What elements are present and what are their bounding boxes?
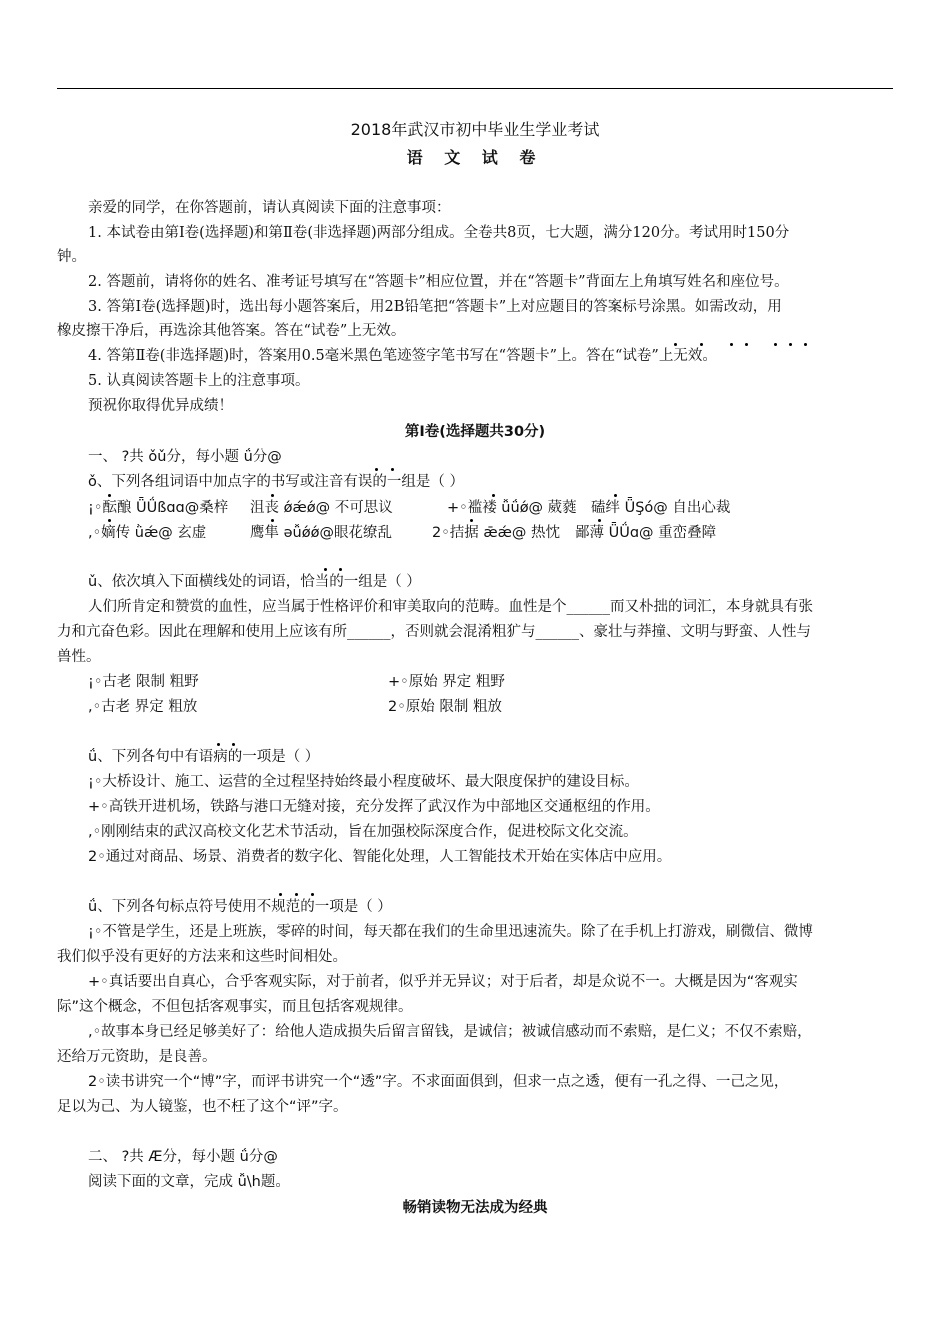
emphasis-dot bbox=[232, 743, 235, 746]
q4-option-b-cont: 际”这个概念，不但包括客观事实，而且包括客观规律。 bbox=[57, 999, 413, 1015]
emphasis-dot bbox=[108, 519, 111, 522]
emphasis-dot bbox=[598, 519, 601, 522]
emphasis-dot bbox=[271, 519, 274, 522]
q4-option-b: +◦真话要出自真心，合乎客观实际，对于前者，似乎并无异议；对于后者，却是众说不一。大概是因为“客观实 bbox=[88, 974, 798, 990]
emphasis-dot bbox=[217, 743, 220, 746]
q4-option-c-cont: 还给万元资助，是良善。 bbox=[57, 1049, 217, 1065]
q2-option-a: ¡◦古老 限制 粗野 bbox=[88, 674, 199, 690]
section1-heading: 一、 ?共 ǒǔ分，每小题 ǘ分@ bbox=[88, 449, 282, 465]
emphasis-dot bbox=[492, 494, 495, 497]
q3-stem: ǘ、下列各句中有语病的一项是（ ） bbox=[88, 749, 320, 765]
q1-option-b-1: +◦褴褛 ǚǘǿ@ 葳蕤 bbox=[447, 500, 577, 516]
q3-option-a: ¡◦大桥设计、施工、运营的全过程坚持始终最小程度破坏、最大限度保护的建设目标。 bbox=[88, 774, 639, 790]
emphasis-dot bbox=[295, 893, 298, 896]
emphasis-dot bbox=[339, 568, 342, 571]
emphasis-dot bbox=[470, 519, 473, 522]
q1-stem: ǒ、下列各组词语中加点字的书写或注音有误的一组是（ ） bbox=[88, 474, 464, 490]
exam-subtitle: 语 文 试 卷 bbox=[406, 148, 544, 167]
q1-option-b-2: 磕绊 ǕŞó@ 自出心裁 bbox=[591, 500, 731, 516]
article-title: 畅销读物无法成为经典 bbox=[402, 1200, 548, 1216]
emphasis-dot bbox=[391, 468, 394, 471]
emphasis-dot bbox=[108, 494, 111, 497]
emphasis-dot bbox=[789, 343, 792, 346]
notice-greeting: 亲爱的同学，在你答题前，请认真阅读下面的注意事项： bbox=[88, 200, 451, 216]
q2-passage-line-3: 兽性。 bbox=[57, 649, 101, 665]
notice-item-3-cont: 橡皮擦干净后，再选涂其他答案。答在“试卷”上无效。 bbox=[57, 323, 406, 339]
q1-option-c-2: 鹰隼 ǝǚǿǿ@眼花缭乱 bbox=[250, 525, 392, 541]
q2-option-d: 2◦原始 限制 粗放 bbox=[388, 699, 502, 715]
q1-option-d-1: 2◦拮据 ǣǽ@ 热忱 bbox=[432, 525, 560, 541]
q3-option-c: ,◦刚刚结束的武汉高校文化艺术节活动，旨在加强校际深度合作，促进校际文化交流。 bbox=[88, 824, 638, 840]
exam-title: 2018年武汉市初中毕业生学业考试 bbox=[350, 120, 600, 139]
q4-stem: ǘ、下列各句标点符号使用不规范的一项是（ ） bbox=[88, 899, 392, 915]
q3-option-b: +◦高铁开进机场，铁路与港口无缝对接，充分发挥了武汉作为中部地区交通枢纽的作用。 bbox=[88, 799, 660, 815]
top-rule bbox=[57, 88, 893, 89]
q4-option-a: ¡◦不管是学生，还是上班族，零碎的时间，每天都在我们的生命里迅速流失。除了在手机上打游戏，刷微信、微博 bbox=[88, 924, 813, 940]
notice-item-5: 5. 认真阅读答题卡上的注意事项。 bbox=[88, 373, 310, 389]
q2-stem: ǔ、依次填入下面横线处的词语，恰当的一组是（ ） bbox=[88, 574, 421, 590]
notice-item-2: 2. 答题前，请将你的姓名、准考证号填写在“答题卡”相应位置，并在“答题卡”背面左上角填写姓名和座位号。 bbox=[88, 274, 789, 290]
notice-wish: 预祝你取得优异成绩！ bbox=[88, 398, 233, 414]
q2-option-c: ,◦古老 界定 粗放 bbox=[88, 699, 198, 715]
emphasis-dot bbox=[774, 343, 777, 346]
q3-option-d: 2◦通过对商品、场景、消费者的数字化、智能化处理，人工智能技术开始在实体店中应用。 bbox=[88, 849, 672, 865]
q1-option-a-1: ¡◦酝酿 ǕǗßɑɑ@桑梓 bbox=[88, 500, 229, 516]
section2-heading: 二、 ?共 Æ分，每小题 ǘ分@ bbox=[88, 1149, 278, 1165]
emphasis-dot bbox=[614, 494, 617, 497]
emphasis-dot bbox=[311, 893, 314, 896]
part1-heading: 第Ⅰ卷(选择题共30分) bbox=[404, 424, 546, 440]
emphasis-dot bbox=[745, 343, 748, 346]
q1-option-c-1: ,◦嫡传 ǜǽ@ 玄虚 bbox=[88, 525, 207, 541]
notice-item-4: 4. 答第Ⅱ卷(非选择题)时，答案用0.5毫米黑色笔迹签字笔书写在“答题卡”上。答在“试卷”上无效。 bbox=[88, 348, 717, 364]
emphasis-dot bbox=[730, 343, 733, 346]
section2-instruction: 阅读下面的文章，完成 ǚ\h题。 bbox=[88, 1174, 290, 1190]
q1-option-d-2: 鄙薄 ǕǗɑ@ 重峦叠障 bbox=[575, 525, 717, 541]
emphasis-dot bbox=[271, 494, 274, 497]
emphasis-dot bbox=[324, 568, 327, 571]
q4-option-a-cont: 我们似乎没有更好的方法来和这些时间相处。 bbox=[57, 949, 347, 965]
q2-passage-line-2: 力和亢奋色彩。因此在理解和使用上应该有所______，否则就会混淆粗犷与______、豪壮与莽撞、文明与野蛮、人性与 bbox=[57, 624, 811, 640]
notice-item-1: 1. 本试卷由第Ⅰ卷(选择题)和第Ⅱ卷(非选择题)两部分组成。全卷共8页，七大题，满分120分。考试用时150分 bbox=[88, 225, 790, 241]
q4-option-d-cont: 足以为己、为人镜鉴，也不枉了这个“评”字。 bbox=[57, 1099, 348, 1115]
q2-passage-line-1: 人们所肯定和赞赏的血性，应当属于性格评价和审美取向的范畴。血性是个______而又朴拙的词汇，本身就具有张 bbox=[88, 599, 813, 615]
emphasis-dot bbox=[804, 343, 807, 346]
emphasis-dot bbox=[674, 343, 677, 346]
notice-item-1-cont: 钟。 bbox=[57, 249, 86, 265]
q4-option-d: 2◦读书讲究一个“博”字，而评书讲究一个“透”字。不求面面俱到，但求一点之透，便有一孔之得、一己之见， bbox=[88, 1074, 789, 1090]
q1-option-a-2: 沮丧 ǿǽǿ@ 不可思议 bbox=[250, 500, 393, 516]
emphasis-dot bbox=[279, 893, 282, 896]
q4-option-c: ,◦故事本身已经足够美好了：给他人造成损失后留言留钱，是诚信；被诚信感动而不索赔，是仁义；不仅不索赔， bbox=[88, 1024, 812, 1040]
notice-item-3: 3. 答第Ⅰ卷(选择题)时，选出每小题答案后，用2B铅笔把“答题卡”上对应题目的答案标号涂黑。如需改动，用 bbox=[88, 299, 782, 315]
emphasis-dot bbox=[700, 343, 703, 346]
emphasis-dot bbox=[375, 468, 378, 471]
q2-option-b: +◦原始 界定 粗野 bbox=[388, 674, 505, 690]
